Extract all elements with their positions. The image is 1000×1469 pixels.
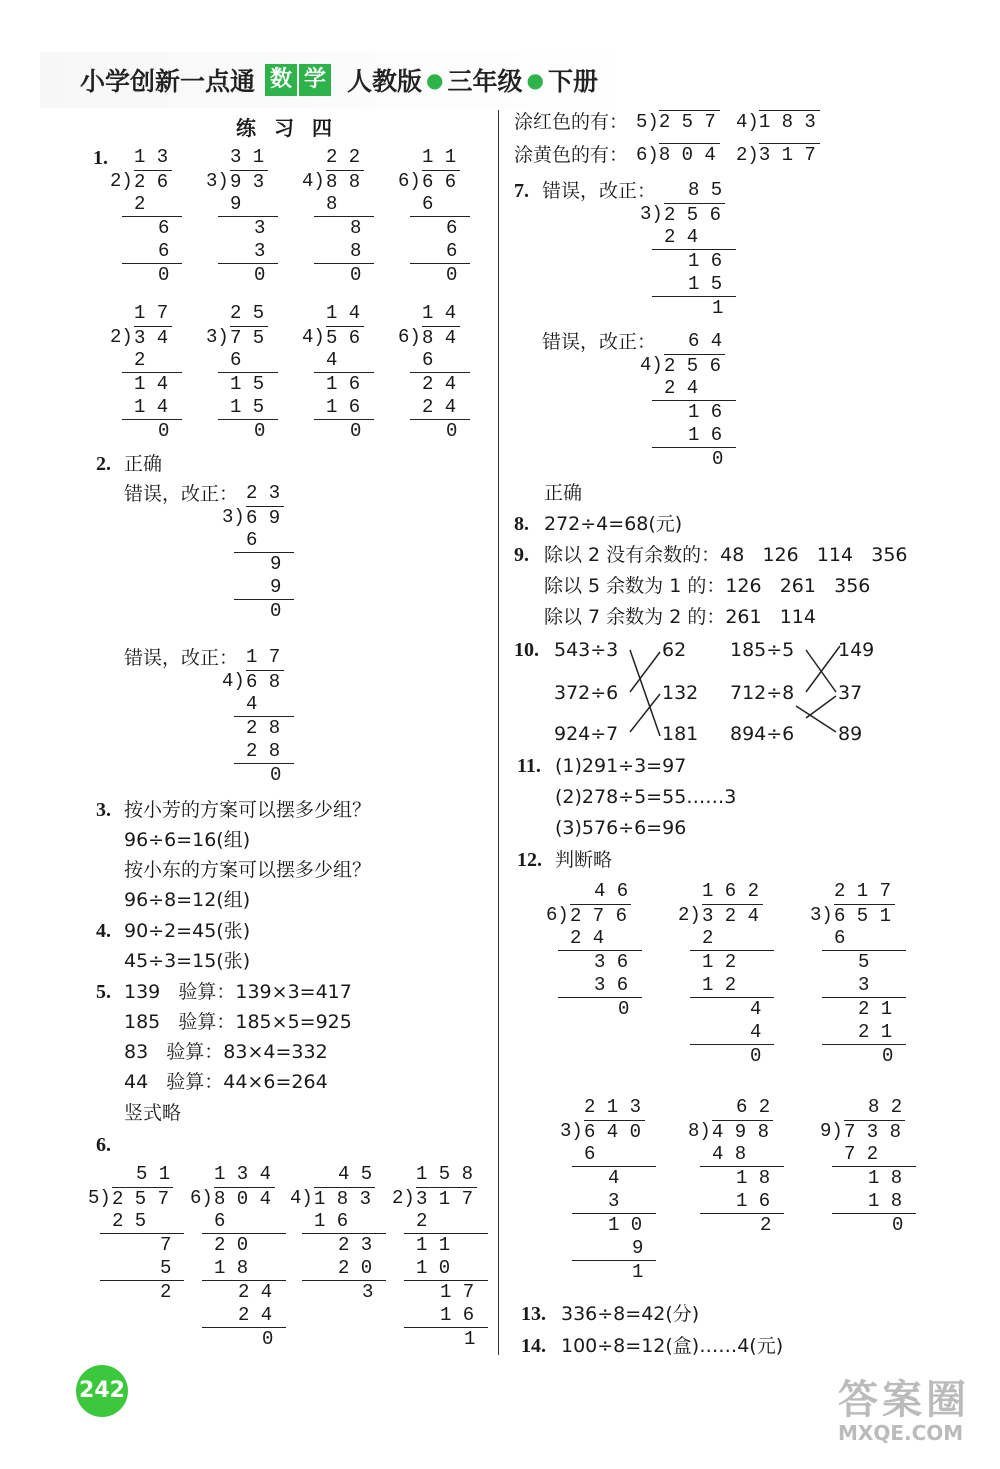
step-value: 1 5 (230, 372, 265, 395)
q11-number: 11. (517, 755, 541, 777)
volume: 下册 (547, 67, 598, 96)
step-value: 2 4 (664, 377, 699, 399)
dividend: 2 5 6 (664, 203, 725, 228)
subtraction-line (410, 263, 470, 264)
match-line (630, 652, 660, 692)
subtraction-line (234, 599, 294, 600)
quotient: 4 5 (338, 1163, 373, 1185)
q2-number: 2. (96, 453, 111, 475)
step-value: 2 (702, 927, 714, 949)
subtraction-line (218, 419, 278, 420)
remainder: 0 (254, 419, 266, 442)
step-value: 6 (214, 1210, 226, 1232)
q10-right-expr: 712÷8 (730, 682, 795, 704)
divisor: 6) (190, 1186, 213, 1209)
page-header (80, 60, 598, 100)
inline-division (736, 110, 820, 135)
step-value: 2 (134, 193, 146, 215)
step-value: 2 4 (238, 1304, 273, 1326)
quotient: 1 4 (422, 302, 457, 324)
q2-fix-label: 错误，改正： (124, 483, 239, 505)
remainder: 0 (350, 419, 362, 442)
step-value: 1 5 (688, 273, 723, 295)
inline-division (636, 110, 720, 135)
q12-number: 12. (517, 849, 542, 871)
step-value: 9 (270, 576, 282, 598)
match-line (806, 646, 840, 692)
subtraction-line (122, 263, 182, 264)
q10-right-ans: 149 (838, 639, 875, 661)
step-value: 6 (246, 529, 258, 551)
quotient: 2 2 (326, 146, 361, 168)
divisor: 5) (88, 1186, 111, 1209)
dividend: 6 6 (422, 170, 460, 195)
dividend: 7 3 8 (844, 1120, 905, 1145)
remainder: 1 (464, 1327, 476, 1350)
quotient: 3 1 (230, 146, 265, 168)
step-value: 1 8 (736, 1166, 771, 1189)
remainder: 2 (160, 1280, 172, 1303)
subtraction-line (410, 419, 470, 420)
divisor: 4) (640, 353, 663, 376)
step-value: 9 (230, 193, 242, 215)
q10-matching-lines (620, 640, 863, 750)
red-label: 涂红色的有： (514, 111, 629, 133)
q10-left-expr: 543÷3 (554, 639, 619, 661)
quotient: 1 4 (326, 302, 361, 324)
subject-char: 学 (299, 64, 331, 96)
remainder: 0 (446, 419, 458, 442)
q10-left-ans: 181 (662, 723, 699, 745)
q10-left-ans: 132 (662, 682, 699, 704)
step-value: 1 6 (314, 1210, 349, 1232)
q4-line: 45÷3=15(张) (124, 950, 251, 972)
divisor: 6) (636, 144, 659, 166)
q2-fix-label: 错误，改正： (124, 647, 239, 669)
remainder: 0 (712, 447, 724, 470)
q5-line: 83 验算：83×4=332 (124, 1041, 328, 1063)
step-value: 4 (246, 693, 258, 715)
dividend: 8 8 (326, 170, 364, 195)
step-value: 1 7 (440, 1280, 475, 1303)
step-value: 4 (608, 1166, 620, 1189)
step-value: 6 (584, 1143, 596, 1165)
remainder: 0 (158, 263, 170, 286)
book-title: 小学创新一点通 (80, 67, 256, 96)
quotient: 2 5 (230, 302, 265, 324)
step-value: 2 1 (858, 997, 893, 1020)
remainder: 0 (350, 263, 362, 286)
q10-right-ans: 89 (838, 723, 863, 745)
step-value: 1 6 (688, 400, 723, 423)
dot-separator: ● (426, 68, 444, 92)
q11-line: (2)278÷5=55……3 (555, 786, 737, 808)
step-value: 1 8 (868, 1166, 903, 1189)
dividend: 3 1 7 (759, 143, 820, 168)
divisor: 4) (736, 111, 759, 133)
step-value: 4 (326, 349, 338, 371)
quotient: 6 4 (688, 330, 723, 352)
divisor: 2) (110, 325, 133, 348)
step-value: 1 6 (326, 372, 361, 395)
step-value: 3 (608, 1190, 620, 1212)
quotient: 2 3 (246, 482, 281, 504)
watermark (838, 1378, 970, 1444)
remainder: 0 (882, 1044, 894, 1067)
q8-text: 272÷4=68(元) (544, 513, 683, 535)
step-value: 2 4 (238, 1280, 273, 1303)
divisor: 2) (392, 1186, 415, 1209)
step-value: 1 8 (868, 1190, 903, 1212)
step-value: 3 6 (594, 950, 629, 973)
step-value: 1 5 (230, 396, 265, 418)
dividend: 6 8 (246, 670, 284, 695)
q5-line: 139 验算：139×3=417 (124, 981, 352, 1003)
step-value: 4 8 (712, 1143, 747, 1165)
q5-line: 185 验算：185×5=925 (124, 1011, 352, 1033)
dividend: 1 8 3 (314, 1187, 375, 1212)
step-value: 5 (160, 1257, 172, 1279)
divisor: 3) (206, 169, 229, 192)
step-value: 4 (750, 997, 762, 1020)
divisor: 3) (560, 1119, 583, 1142)
step-value: 2 0 (338, 1257, 373, 1279)
q11-line: (3)576÷6=96 (555, 817, 687, 839)
dividend: 9 3 (230, 170, 268, 195)
subject-badge (265, 64, 333, 96)
q3-line: 按小东的方案可以摆多少组？ (124, 859, 372, 881)
step-value: 6 (446, 240, 458, 262)
remainder: 1 (712, 296, 724, 319)
dividend: 8 4 (422, 326, 460, 351)
quotient: 8 2 (868, 1096, 903, 1118)
step-value: 2 3 (338, 1233, 373, 1256)
step-value: 2 4 (570, 927, 605, 949)
step-value: 8 (350, 240, 362, 262)
remainder: 0 (254, 263, 266, 286)
subtraction-line (314, 263, 374, 264)
step-value: 1 0 (608, 1213, 643, 1236)
step-value: 3 (858, 974, 870, 996)
step-value: 8 (326, 193, 338, 215)
q13-text: 336÷8=42(分) (561, 1303, 700, 1325)
step-value: 2 8 (246, 740, 281, 762)
q9-line: 除以 7 余数为 2 的：261 114 (544, 606, 816, 628)
step-value: 9 (632, 1237, 644, 1259)
remainder: 0 (262, 1327, 274, 1350)
step-value: 1 2 (702, 974, 737, 996)
dividend: 8 0 4 (214, 1187, 275, 1212)
divisor: 3) (810, 903, 833, 926)
q5-number: 5. (96, 981, 111, 1003)
dividend: 6 5 1 (834, 904, 895, 929)
step-value: 1 6 (736, 1190, 771, 1212)
q10-right-ans: 37 (838, 682, 863, 704)
page-number: 242 (76, 1365, 128, 1417)
quotient: 2 1 7 (834, 880, 892, 902)
dividend: 6 9 (246, 506, 284, 531)
q5-line: 44 验算：44×6=264 (124, 1071, 328, 1093)
step-value: 6 (834, 927, 846, 949)
dividend: 2 5 7 (659, 110, 720, 135)
remainder: 3 (362, 1280, 374, 1303)
q10-right-expr: 185÷5 (730, 639, 795, 661)
remainder: 0 (892, 1213, 904, 1236)
step-value: 1 4 (134, 372, 169, 395)
step-value: 6 (422, 349, 434, 371)
step-value: 1 6 (326, 396, 361, 418)
watermark-bottom: MXQE.COM (838, 1421, 964, 1445)
q8-number: 8. (514, 513, 529, 535)
match-line (630, 650, 660, 736)
subject-char: 数 (265, 64, 297, 96)
step-value: 6 (422, 193, 434, 215)
watermark-top: 答案圈 (838, 1377, 970, 1423)
step-value: 2 1 (858, 1021, 893, 1043)
subtraction-line (234, 552, 294, 553)
dot-separator: ● (526, 68, 544, 92)
step-value: 6 (158, 240, 170, 262)
q3-number: 3. (96, 799, 111, 821)
q4-line: 90÷2=45(张) (124, 920, 251, 942)
remainder: 0 (446, 263, 458, 286)
q3-line: 96÷6=16(组) (124, 829, 251, 851)
q3-line: 按小芳的方案可以摆多少组？ (124, 799, 372, 821)
q7-number: 7. (514, 180, 529, 202)
step-value: 6 (158, 216, 170, 239)
remainder: 0 (158, 419, 170, 442)
dividend: 3 2 4 (702, 904, 763, 929)
q9-line: 除以 5 余数为 1 的：126 261 356 (544, 575, 871, 597)
q5-line: 竖式略 (124, 1102, 182, 1124)
quotient: 2 1 3 (584, 1096, 642, 1118)
step-value: 2 4 (422, 372, 457, 395)
dividend: 3 1 7 (416, 1187, 477, 1212)
divisor: 5) (636, 111, 659, 133)
step-value: 2 (416, 1210, 428, 1232)
step-value: 1 0 (416, 1257, 451, 1279)
q1-number: 1. (93, 147, 108, 169)
subtraction-line (218, 263, 278, 264)
divisor: 8) (688, 1119, 711, 1142)
dividend: 7 5 (230, 326, 268, 351)
divisor: 6) (398, 169, 421, 192)
q10-left-expr: 372÷6 (554, 682, 619, 704)
step-value: 9 (270, 552, 282, 575)
subtraction-line (122, 216, 182, 217)
q7-correct: 正确 (544, 482, 583, 504)
step-value: 6 (230, 349, 242, 371)
divisor: 2) (736, 144, 759, 166)
q14-number: 14. (521, 1335, 546, 1357)
step-value: 5 (858, 950, 870, 973)
remainder: 2 (760, 1213, 772, 1236)
column-divider (498, 110, 499, 1355)
q2-correct: 正确 (124, 453, 163, 475)
step-value: 7 2 (844, 1143, 879, 1165)
quotient: 1 7 (246, 646, 281, 668)
step-value: 1 4 (134, 396, 169, 418)
quotient: 5 1 (136, 1163, 171, 1185)
remainder: 0 (270, 763, 282, 786)
dividend: 2 7 6 (570, 904, 631, 929)
step-value: 2 4 (422, 396, 457, 418)
dividend: 1 8 3 (759, 110, 820, 135)
subtraction-line (314, 216, 374, 217)
step-value: 1 6 (688, 249, 723, 272)
step-value: 1 1 (416, 1233, 451, 1256)
q14-text: 100÷8=12(盒)……4(元) (561, 1335, 784, 1357)
quotient: 1 6 2 (702, 880, 760, 902)
divisor: 3) (206, 325, 229, 348)
step-value: 3 6 (594, 974, 629, 996)
quotient: 1 1 (422, 146, 457, 168)
subtraction-line (314, 419, 374, 420)
q13-number: 13. (521, 1303, 546, 1325)
subtraction-line (218, 216, 278, 217)
dividend: 6 4 0 (584, 1120, 645, 1145)
divisor: 6) (546, 903, 569, 926)
divisor: 2) (110, 169, 133, 192)
step-value: 2 4 (664, 226, 699, 248)
dividend: 8 0 4 (659, 143, 720, 168)
q9-number: 9. (514, 544, 529, 566)
quotient: 1 3 4 (214, 1163, 272, 1185)
divisor: 3) (640, 202, 663, 225)
step-value: 1 8 (214, 1257, 249, 1279)
step-value: 1 6 (440, 1304, 475, 1326)
quotient: 8 5 (688, 179, 723, 201)
q4-number: 4. (96, 920, 111, 942)
q10-left-ans: 62 (662, 639, 687, 661)
subtraction-line (410, 216, 470, 217)
grade: 三年级 (447, 67, 523, 96)
step-value: 8 (350, 216, 362, 239)
subtraction-line (122, 419, 182, 420)
quotient: 6 2 (736, 1096, 771, 1118)
divisor: 4) (222, 669, 245, 692)
divisor: 6) (398, 325, 421, 348)
q10-left-expr: 924÷7 (554, 723, 619, 745)
step-value: 1 2 (702, 950, 737, 973)
divisor: 4) (302, 169, 325, 192)
q7-fix-label: 错误，改正： (542, 331, 657, 353)
q6-number: 6. (96, 1134, 111, 1156)
divisor: 4) (290, 1186, 313, 1209)
step-value: 3 (254, 240, 266, 262)
step-value: 1 6 (688, 424, 723, 446)
dividend: 2 5 6 (664, 354, 725, 379)
divisor: 3) (222, 505, 245, 528)
q9-line: 除以 2 没有余数的：48 126 114 356 (544, 544, 908, 566)
inline-division (636, 143, 720, 168)
dividend: 2 6 (134, 170, 172, 195)
dividend: 4 9 8 (712, 1120, 773, 1145)
q12-label: 判断略 (555, 849, 613, 871)
q10-number: 10. (514, 639, 539, 661)
q11-line: (1)291÷3=97 (555, 755, 687, 777)
q3-line: 96÷8=12(组) (124, 889, 251, 911)
step-value: 6 (446, 216, 458, 239)
section-title: 练习四 (236, 116, 350, 140)
subtraction-line (234, 763, 294, 764)
remainder: 1 (632, 1260, 644, 1283)
q10-right-expr: 894÷6 (730, 723, 795, 745)
step-value: 7 (160, 1233, 172, 1256)
remainder: 0 (618, 997, 630, 1020)
step-value: 2 8 (246, 716, 281, 739)
divisor: 4) (302, 325, 325, 348)
dividend: 3 4 (134, 326, 172, 351)
step-value: 3 (254, 216, 266, 239)
quotient: 4 6 (594, 880, 629, 902)
dividend: 2 5 7 (112, 1187, 173, 1212)
inline-division (736, 143, 820, 168)
remainder: 0 (750, 1044, 762, 1067)
step-value: 4 (750, 1021, 762, 1043)
quotient: 1 3 (134, 146, 169, 168)
match-line (630, 694, 660, 732)
yellow-label: 涂黄色的有： (514, 144, 629, 166)
step-value: 2 (134, 349, 146, 371)
remainder: 0 (270, 599, 282, 622)
quotient: 1 7 (134, 302, 169, 324)
step-value: 2 0 (214, 1233, 249, 1256)
divisor: 9) (820, 1119, 843, 1142)
edition: 人教版 (347, 67, 423, 96)
divisor: 2) (678, 903, 701, 926)
quotient: 1 5 8 (416, 1163, 474, 1185)
step-value: 2 5 (112, 1210, 147, 1232)
dividend: 5 6 (326, 326, 364, 351)
q7-fix-label: 错误，改正： (542, 180, 657, 202)
